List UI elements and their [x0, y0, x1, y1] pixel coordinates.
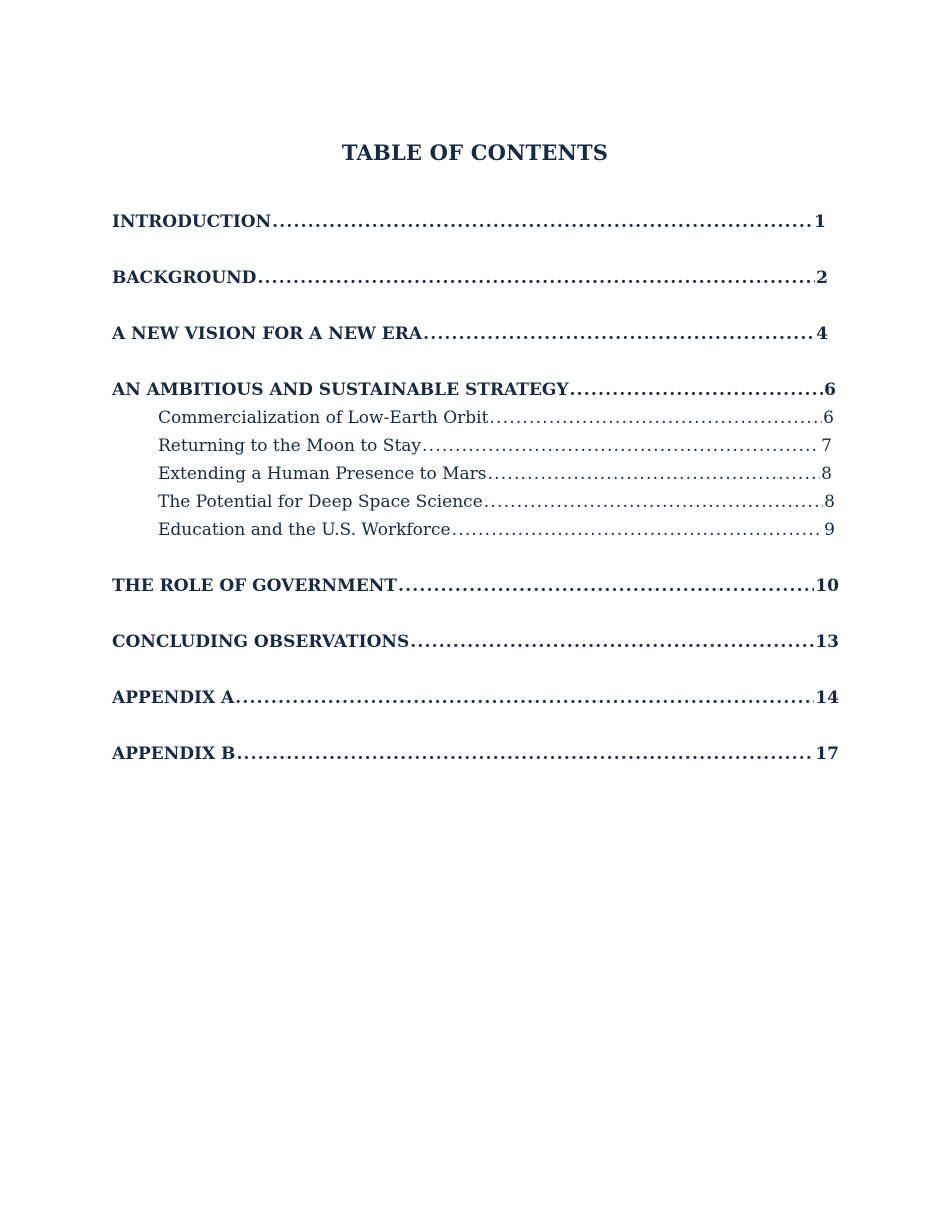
toc-page-number: 1 [814, 212, 826, 232]
toc-entry-background [112, 270, 828, 287]
toc-entry-introduction [112, 214, 826, 231]
toc-subentry-commercialization [158, 410, 834, 427]
toc-entry-label: Commercialization of Low-Earth Orbit [158, 408, 489, 428]
toc-entry-label: THE ROLE OF GOVERNMENT [112, 576, 397, 596]
dot-leader [570, 382, 824, 399]
toc-page-number: 9 [824, 520, 835, 540]
dot-leader [422, 438, 820, 455]
dot-leader [488, 466, 821, 483]
toc-subentry-moon [158, 438, 832, 455]
toc-page-number: 13 [815, 632, 839, 652]
toc-page-number: 4 [816, 324, 828, 344]
toc-entry-label: BACKGROUND [112, 268, 257, 288]
toc-page-number: 8 [821, 464, 832, 484]
toc-page-number: 8 [824, 492, 835, 512]
dot-leader [272, 214, 813, 231]
toc-page-number: 6 [823, 408, 834, 428]
toc-entry-appendix-b [112, 746, 839, 763]
toc-entry-label: APPENDIX A [112, 688, 235, 708]
dot-leader [398, 578, 814, 595]
dot-leader [489, 410, 822, 427]
page-title: TABLE OF CONTENTS [341, 140, 609, 165]
toc-subentry-mars [158, 466, 832, 483]
toc-entry-label: CONCLUDING OBSERVATIONS [112, 632, 410, 652]
dot-leader [423, 326, 815, 343]
toc-page-number: 14 [815, 688, 839, 708]
toc-page-number: 2 [816, 268, 828, 288]
toc-entry-new-vision [112, 326, 828, 343]
toc-entry-label: INTRODUCTION [112, 212, 272, 232]
toc-entry-label: Returning to the Moon to Stay [158, 436, 422, 456]
toc-page-number: 10 [815, 576, 839, 596]
toc-entry-concluding-observations [112, 634, 839, 651]
toc-entry-label: The Potential for Deep Space Science [158, 492, 483, 512]
toc-entry-label: AN AMBITIOUS AND SUSTAINABLE STRATEGY [112, 380, 569, 400]
toc-entry-role-of-government [112, 578, 839, 595]
toc-page-number: 17 [815, 744, 839, 764]
dot-leader [236, 746, 814, 763]
toc-entry-label: Extending a Human Presence to Mars [158, 464, 487, 484]
dot-leader [484, 494, 823, 511]
dot-leader [452, 522, 824, 539]
toc-page-number: 7 [821, 436, 832, 456]
toc-entry-label: APPENDIX B [112, 744, 236, 764]
toc-subentry-education [158, 522, 835, 539]
toc-entry-appendix-a [112, 690, 839, 707]
toc-page-number: 6 [824, 380, 836, 400]
dot-leader [410, 634, 814, 651]
dot-leader [235, 690, 814, 707]
toc-subentry-deep-space [158, 494, 835, 511]
toc-entry-label: A NEW VISION FOR A NEW ERA [112, 324, 423, 344]
toc-entry-label: Education and the U.S. Workforce [158, 520, 451, 540]
dot-leader [257, 270, 815, 287]
toc-entry-ambitious-strategy [112, 382, 836, 399]
